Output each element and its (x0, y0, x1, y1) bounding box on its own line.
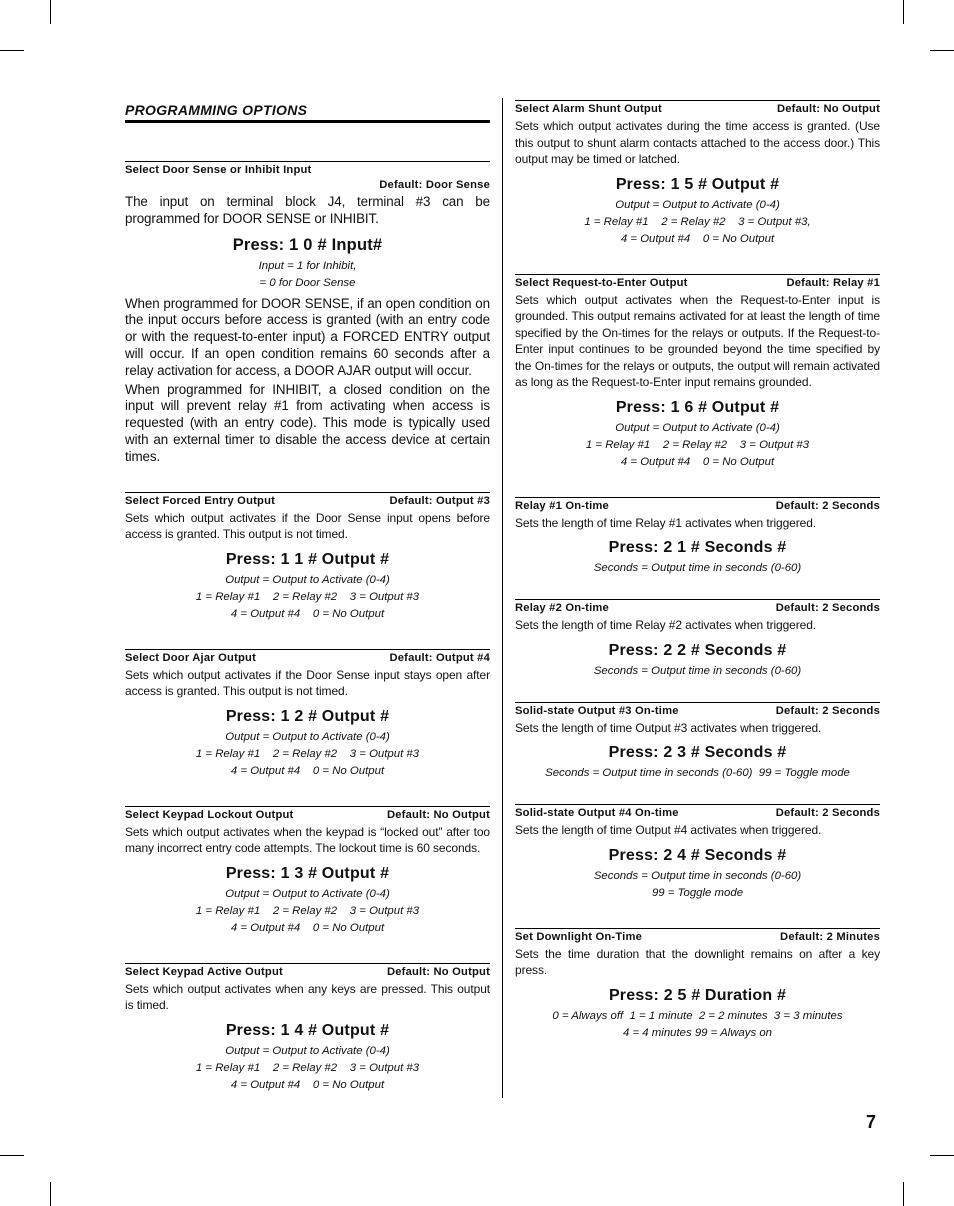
section-description: Sets the length of time Relay #2 activates when triggered. (515, 618, 817, 632)
section-description: When programmed for INHIBIT, a closed condition on the input will prevent relay #1 from activating when access is requested (with an entry code). This mode is typically used with an external timer to disable the access device at certain times. (125, 381, 490, 464)
press-instruction: Press: 1 3 # Output # (225, 864, 390, 882)
option-line: 1 = Relay #1 2 = Relay #2 3 = Output #3 (585, 438, 810, 451)
crop-mark (50, 0, 51, 24)
section-title: Select Keypad Lockout Output (125, 808, 294, 821)
section-header (125, 808, 490, 823)
option-line: 4 = 4 minutes 99 = Always on (622, 1026, 772, 1039)
option-line: Output = Output to Activate (0-4) (615, 421, 780, 434)
crop-mark (930, 1155, 954, 1156)
section-title: Select Alarm Shunt Output (515, 103, 662, 115)
crop-mark (0, 1155, 24, 1156)
page-heading: PROGRAMMING OPTIONS (125, 102, 490, 123)
press-instruction: Press: 2 1 # Seconds # (608, 539, 787, 556)
section-title: Select Door Sense or Inhibit Input (125, 164, 312, 176)
keypad-active-section (125, 963, 490, 1094)
section-title: Select Forced Entry Output (125, 494, 276, 507)
section-default: Default: Output #3 (389, 494, 490, 507)
alarm-shunt-section (515, 100, 880, 248)
option-line: 4 = Output #4 0 = No Output (230, 764, 385, 777)
section-description: Sets which output activates if the Door Sense input opens before access is granted. This output is not timed. (125, 510, 490, 542)
option-line: 1 = Relay #1 2 = Relay #2 3 = Output #3 (195, 590, 420, 603)
section-title: Relay #2 On-time (515, 602, 609, 614)
press-instruction: Press: 1 1 # Output # (225, 550, 390, 568)
press-instruction: Press: 2 2 # Seconds # (608, 641, 787, 659)
option-line: 1 = Relay #1 2 = Relay #2 3 = Output #3, (584, 215, 811, 228)
section-description: Sets the length of time Relay #1 activates when triggered. (515, 515, 817, 530)
option-line: 4 = Output #4 0 = No Output (230, 1078, 385, 1091)
section-header (515, 704, 880, 719)
section-header (515, 102, 880, 117)
section-header (515, 601, 880, 616)
press-instruction: Press: 1 6 # Output # (615, 398, 780, 416)
option-line: 4 = Output #4 0 = No Output (230, 607, 385, 620)
relay1-ontime-section (515, 497, 880, 578)
press-instruction: Press: 2 4 # Seconds # (608, 846, 787, 864)
right-column (515, 100, 880, 1042)
page-number: 7 (866, 1112, 877, 1132)
section-header (515, 806, 880, 821)
option-line: Output = Output to Activate (0-4) (225, 1044, 390, 1057)
section-description: Sets which output activates if the Door Sense input stays open after access is granted. This output is not timed. (125, 667, 490, 699)
output4-ontime-section (515, 804, 880, 902)
section-default: Default: 2 Minutes (780, 930, 880, 943)
section-description: Sets which output activates when any keys are pressed. This output is timed. (125, 981, 490, 1013)
section-description: Sets which output activates when the keypad is “locked out” after too many incorrect entry code attempts. The lockout time is 60 seconds. (125, 824, 490, 856)
option-line: Seconds = Output time in seconds (0-60) (593, 562, 802, 574)
section-header (125, 163, 490, 193)
section-default: Default: No Output (386, 808, 490, 821)
option-line: 0 = Always off 1 = 1 minute 2 = 2 minutes 3 = 3 minutes (552, 1009, 843, 1022)
press-instruction: Press: 2 5 # Duration # (608, 986, 787, 1004)
press-instruction: Press: 1 2 # Output # (225, 707, 390, 725)
option-line: Output = Output to Activate (0-4) (225, 730, 390, 743)
section-header (515, 276, 880, 291)
section-title: Set Downlight On-Time (515, 930, 643, 943)
option-line: 4 = Output #4 0 = No Output (620, 455, 775, 468)
left-column (125, 100, 490, 1094)
option-line: Output = Output to Activate (0-4) (225, 573, 390, 586)
section-title: Relay #1 On-time (515, 499, 609, 512)
option-line: 1 = Relay #1 2 = Relay #2 3 = Output #3 (195, 1061, 420, 1074)
section-description: Sets the length of time Output #4 activates when triggered. (515, 823, 822, 837)
section-default: Default: 2 Seconds (775, 499, 880, 512)
option-line: Seconds = Output time in seconds (0-60) (593, 664, 802, 677)
request-to-enter-section (515, 274, 880, 471)
section-description: The input on terminal block J4, terminal #3 can be programmed for DOOR SENSE or INHIBIT. (125, 194, 490, 226)
section-default: Default: No Output (776, 103, 880, 115)
crop-mark (0, 50, 24, 51)
section-title: Select Keypad Active Output (125, 965, 283, 978)
option-line: Seconds = Output time in seconds (0-60) 99 = Toggle mode (545, 767, 850, 779)
door-ajar-section (125, 649, 490, 780)
section-title: Solid-state Output #3 On-time (515, 704, 679, 717)
option-line: 99 = Toggle mode (651, 886, 744, 899)
section-description: Sets which output activates during the time access is granted. (Use this output to shunt alarm contacts attached to the access door.) This output may be timed or latched. (515, 119, 880, 166)
section-default: Default: 2 Seconds (775, 704, 880, 717)
section-header (515, 930, 880, 945)
section-default: Default: Output #4 (389, 651, 490, 664)
keypad-lockout-section (125, 806, 490, 937)
section-description: Sets the time duration that the downlight remains on after a key press. (515, 946, 880, 977)
press-instruction: Press: 2 3 # Seconds # (608, 744, 787, 761)
forced-entry-section (125, 492, 490, 623)
section-header (125, 965, 490, 980)
crop-mark (50, 1182, 51, 1206)
section-title: Select Door Ajar Output (125, 651, 256, 664)
crop-mark (930, 50, 954, 51)
door-sense-section (125, 161, 490, 466)
downlight-ontime-section (515, 928, 880, 1042)
section-default: Default: Door Sense (379, 179, 490, 191)
section-header (125, 494, 490, 509)
press-instruction: Press: 1 4 # Output # (225, 1021, 390, 1039)
section-default: Default: Relay #1 (786, 276, 880, 289)
option-line: 1 = Relay #1 2 = Relay #2 3 = Output #3 (195, 904, 420, 917)
section-title: Solid-state Output #4 On-time (515, 807, 679, 819)
section-description: Sets the length of time Output #3 activates when triggered. (515, 720, 822, 735)
option-line: 4 = Output #4 0 = No Output (230, 921, 385, 934)
section-description: When programmed for DOOR SENSE, if an open condition on the input occurs before access is granted (with an entry code or with the request-to-enter input) a FORCED ENTRY output will occur. If an open condition remains 60 seconds after a relay activation for access, a DOOR AJAR output will occur. (125, 295, 490, 378)
press-instruction: Press: 1 5 # Output # (615, 175, 780, 193)
crop-mark (903, 1182, 904, 1206)
option-line: Output = Output to Activate (0-4) (615, 198, 780, 211)
section-default: Default: No Output (386, 965, 490, 978)
option-line: = 0 for Door Sense (259, 276, 356, 289)
section-header (515, 499, 880, 514)
relay2-ontime-section (515, 599, 880, 680)
option-line: Input = 1 for Inhibit, (258, 259, 357, 272)
press-instruction: Press: 1 0 # Input# (232, 235, 383, 254)
section-default: Default: 2 Seconds (775, 807, 880, 819)
option-line: Seconds = Output time in seconds (0-60) (593, 869, 802, 882)
crop-mark (903, 0, 904, 24)
option-line: 1 = Relay #1 2 = Relay #2 3 = Output #3 (195, 747, 420, 760)
section-title: Select Request-to-Enter Output (515, 276, 688, 289)
option-line: 4 = Output #4 0 = No Output (620, 232, 775, 245)
section-description: Sets which output activates when the Request-to-Enter input is grounded. This output remains activated for at least the length of time specified by the On-times for the relays or outputs. If the Request-to-Enter input continues to be grounded beyond the time specified by the On-times for the relays or outputs, the output will remain activated as long as the Request-to-Enter input remains grounded. (515, 292, 880, 389)
section-default: Default: 2 Seconds (775, 602, 880, 614)
output3-ontime-section (515, 702, 880, 783)
option-line: Output = Output to Activate (0-4) (225, 887, 390, 900)
column-divider (502, 98, 503, 1098)
section-header (125, 651, 490, 666)
